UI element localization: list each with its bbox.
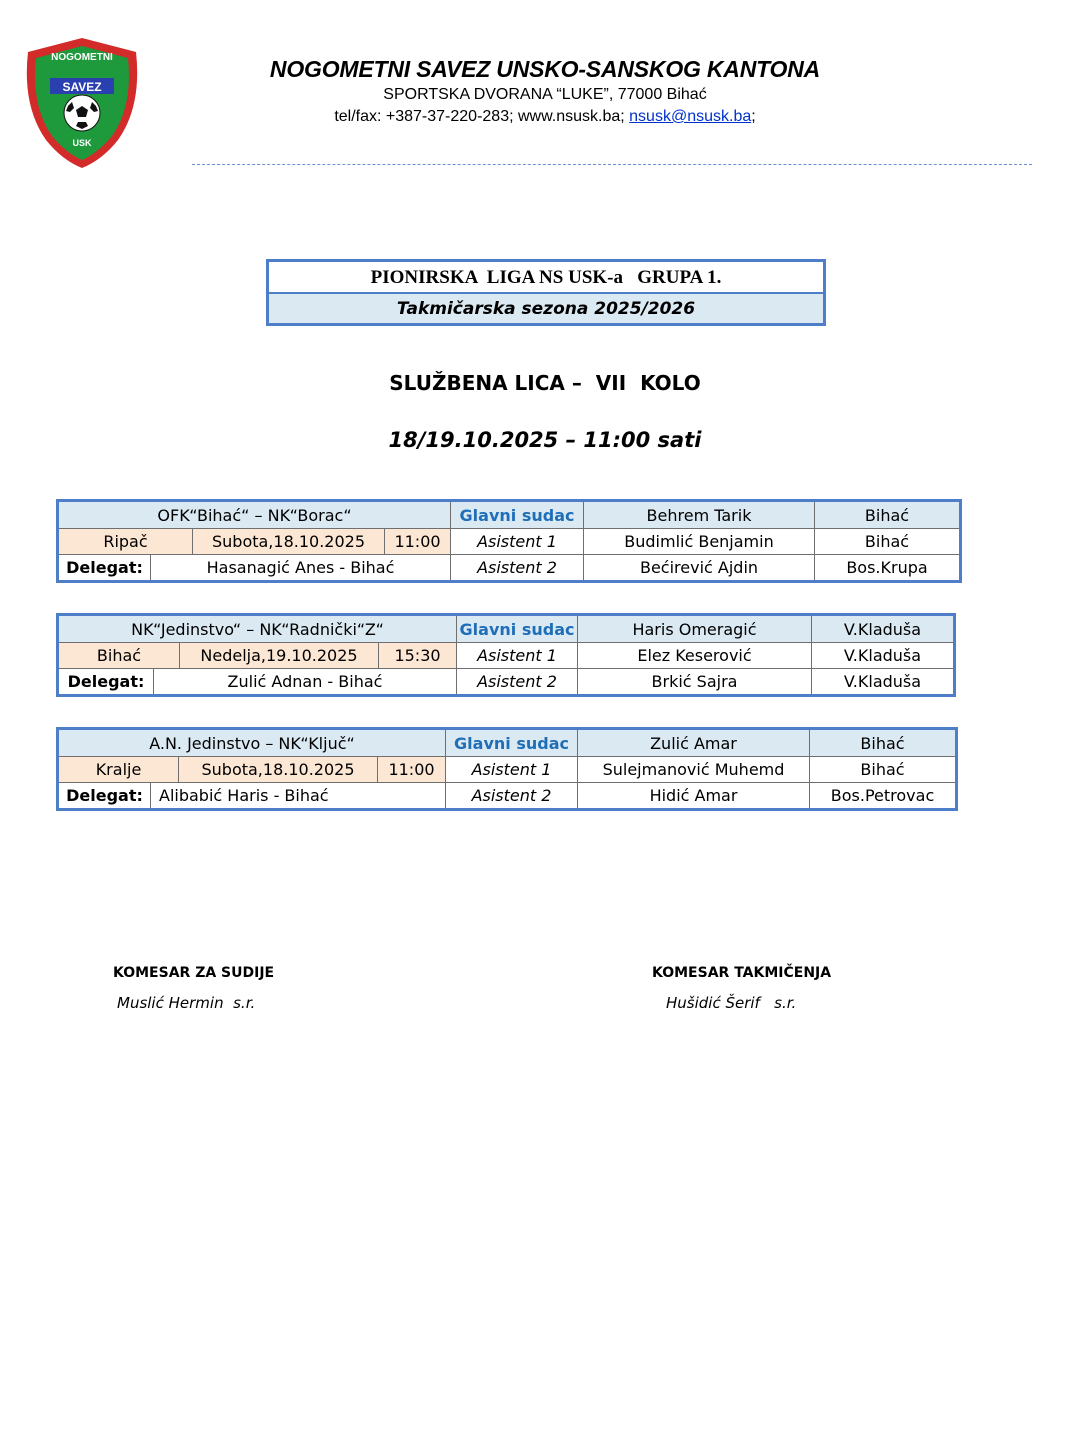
assistant2-label: Asistent 2 — [456, 669, 577, 694]
match-day: Subota,18.10.2025 — [192, 529, 384, 554]
delegate-label: Delegat: — [67, 672, 145, 691]
match-time: 15:30 — [378, 643, 456, 668]
association-contact — [180, 108, 910, 126]
referee-city: Bihać — [809, 730, 955, 756]
signature-left-name: Muslić Hermin s.r. — [117, 994, 256, 1012]
signature-right-title: KOMESAR TAKMIČENJA — [652, 965, 832, 981]
contact-text: tel/fax: +387-37-220-283; www.nsusk.ba; — [334, 108, 630, 125]
referee-city: Bihać — [814, 502, 959, 528]
round-date: 18/19.10.2025 – 11:00 sati — [388, 428, 702, 452]
match-place: Bihać — [59, 643, 179, 668]
assistant2-name: Brkić Sajra — [577, 669, 811, 694]
match-day: Subota,18.10.2025 — [178, 757, 377, 782]
assistant2-name: Bećirević Ajdin — [583, 555, 814, 580]
assistant1-city: Bihać — [814, 529, 959, 554]
referee-name: Haris Omeragić — [577, 616, 811, 642]
logo-top-text: NOGOMETNI — [51, 52, 113, 63]
league-box — [266, 259, 826, 326]
match-teams: NK“Jedinstvo“ – NK“Radnički“Z“ — [131, 619, 384, 639]
assistant2-label: Asistent 2 — [450, 555, 583, 580]
association-title: NOGOMETNI SAVEZ UNSKO-SANSKOG KANTONA — [269, 56, 821, 82]
match-day: Nedelja,19.10.2025 — [179, 643, 378, 668]
logo-bottom-text: USK — [72, 138, 92, 148]
assistant1-city: Bihać — [809, 757, 955, 782]
signature-left-title: KOMESAR ZA SUDIJE — [113, 965, 275, 981]
match-table — [56, 499, 962, 583]
assistant2-label: Asistent 2 — [445, 783, 577, 808]
referee-label: Glavni sudac — [450, 502, 583, 528]
assistant1-name: Sulejmanović Muhemd — [577, 757, 809, 782]
assistant1-name: Budimlić Benjamin — [583, 529, 814, 554]
match-place: Ripač — [59, 529, 192, 554]
delegate-label: Delegat: — [66, 786, 143, 805]
referee-city: V.Kladuša — [811, 616, 953, 642]
league-season: Takmičarska sezona 2025/2026 — [269, 294, 823, 323]
delegate-name: Zulić Adnan - Bihać — [153, 669, 456, 694]
delegate-name: Alibabić Haris - Bihać — [150, 783, 445, 808]
match-teams: OFK“Bihać“ – NK“Borac“ — [157, 505, 352, 525]
association-address: SPORTSKA DVORANA “LUKE”, 77000 Bihać — [383, 86, 707, 103]
assistant2-city: Bos.Krupa — [814, 555, 959, 580]
round-title: SLUŽBENA LICA – VII KOLO — [389, 371, 701, 395]
contact-suffix: ; — [751, 108, 756, 125]
assistant1-label: Asistent 1 — [445, 757, 577, 782]
referee-label: Glavni sudac — [456, 616, 577, 642]
delegate-name: Hasanagić Anes - Bihać — [150, 555, 450, 580]
delegate-label: Delegat: — [66, 558, 143, 577]
assistant1-label: Asistent 1 — [456, 643, 577, 668]
assistant2-city: V.Kladuša — [811, 669, 953, 694]
referee-label: Glavni sudac — [445, 730, 577, 756]
match-place: Kralje — [59, 757, 178, 782]
signature-right-name: Hušidić Šerif s.r. — [666, 994, 797, 1012]
assistant1-city: V.Kladuša — [811, 643, 953, 668]
assistant1-label: Asistent 1 — [450, 529, 583, 554]
match-table — [56, 727, 958, 811]
email-link[interactable]: nsusk@nsusk.ba — [629, 108, 752, 125]
league-name: PIONIRSKA LIGA NS USK-a GRUPA 1. — [269, 262, 823, 294]
header-divider — [192, 164, 1032, 165]
assistant2-city: Bos.Petrovac — [809, 783, 955, 808]
match-table — [56, 613, 956, 697]
match-time: 11:00 — [377, 757, 445, 782]
association-logo — [20, 36, 144, 170]
referee-name: Behrem Tarik — [583, 502, 814, 528]
assistant1-name: Elez Keserović — [577, 643, 811, 668]
match-teams: A.N. Jedinstvo – NK“Ključ“ — [149, 733, 355, 753]
logo-mid-text: SAVEZ — [62, 80, 102, 94]
referee-name: Zulić Amar — [577, 730, 809, 756]
match-time: 11:00 — [384, 529, 450, 554]
assistant2-name: Hidić Amar — [577, 783, 809, 808]
